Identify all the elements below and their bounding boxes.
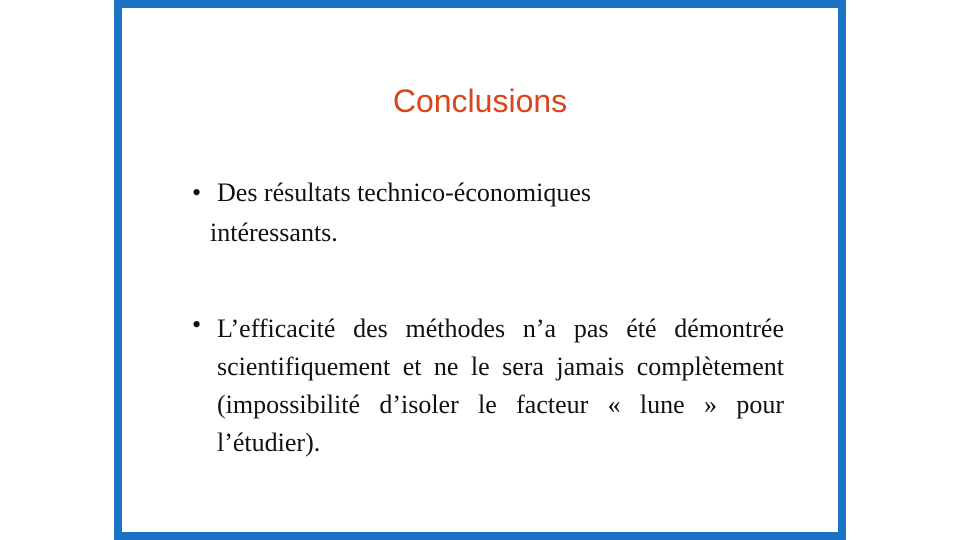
bullet-1-line-1: Des résultats technico-économiques xyxy=(217,178,591,207)
bullet-marker: • xyxy=(192,310,202,339)
slide-frame xyxy=(114,0,846,540)
bullet-marker: • xyxy=(192,178,202,207)
bullet-1-line-2: intéressants. xyxy=(210,218,338,247)
slide-title: Conclusions xyxy=(392,83,568,119)
bullet-2-text: L’efficacité des méthodes n’a pas été démontrée scientifiquement et ne le sera jamais complètement (impossibilité d’isoler le facteur « lune » pour l’étudier). xyxy=(217,314,784,457)
